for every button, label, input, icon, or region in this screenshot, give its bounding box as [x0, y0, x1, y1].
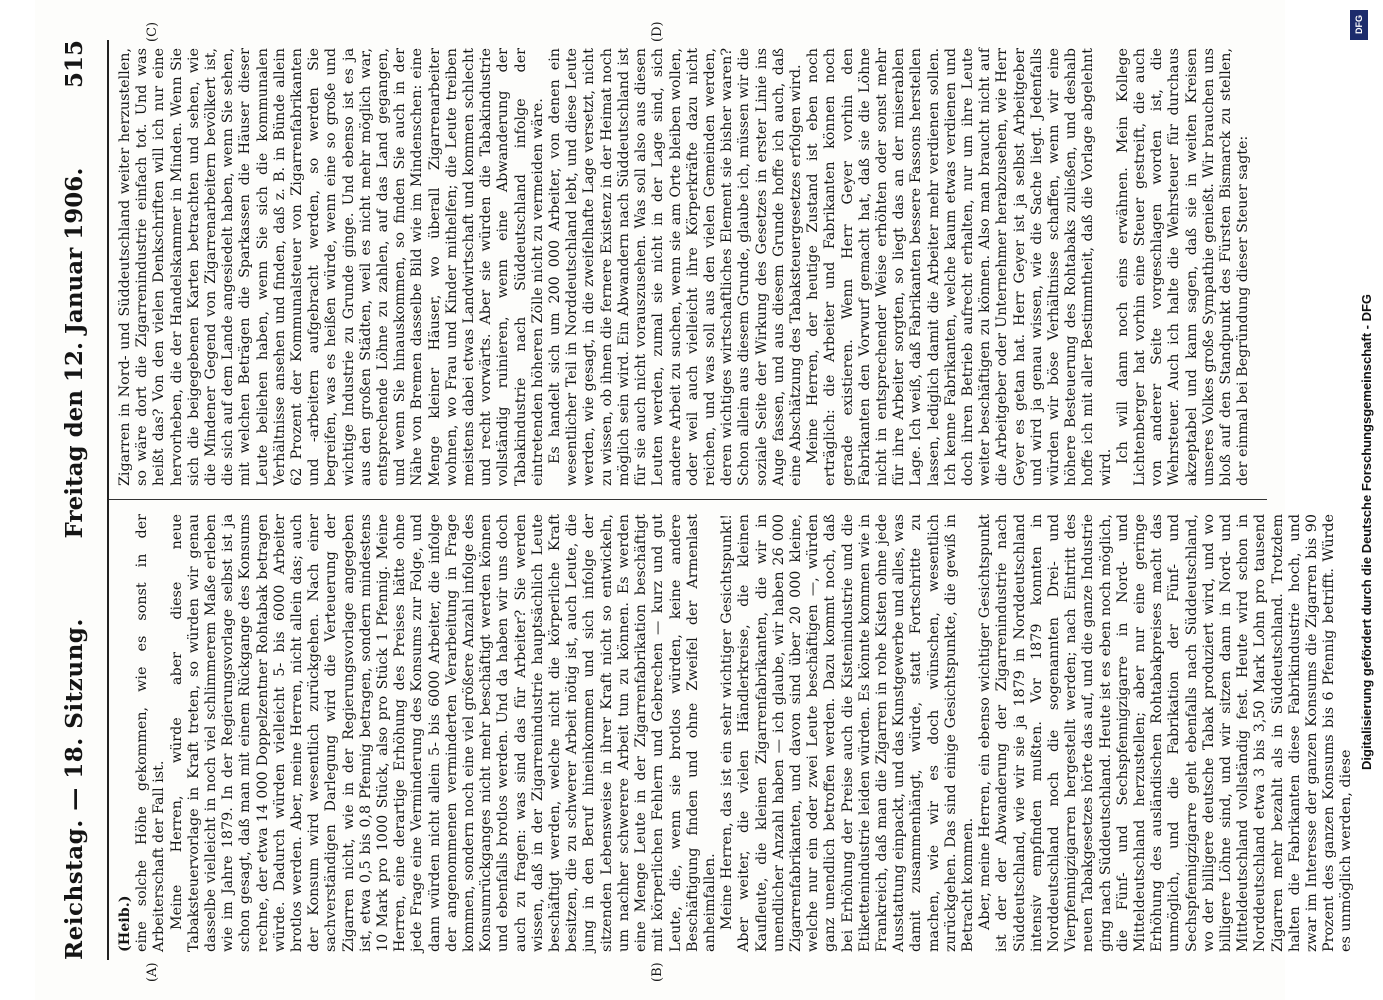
digitization-note-text: Digitalisierung gefördert durch die Deutsche Forschungsgemeinschaft - DFG [1359, 293, 1374, 770]
paragraph: Ich will dann noch eins erwähnen. Mein Kollege Lichtenberger hat vorhin eine Steuer gestreift, die auch von anderer Seite vorgeschlagen worden ist, die Wehrsteuer. Auch ich halte die Wehrsteuer für durchaus akzeptabel und kann sagen, daß sie in weiten Kreisen unseres Volkes große Sympathie genießt. Wir brauchen uns bloß auf den Standpunkt des Fürsten Bismarck zu stellen, der einmal bei Begründung dieser Steuer sagte: [1114, 48, 1252, 486]
paragraph: Zigarren in Nord- und Süddeutschland weiter herzustellen, so wäre dort die Zigarrenindustrie einfach tot. Und was heißt das? Von den vielen Denkschriften will ich nur eine hervorheben, die der Handelskammer in Minden. Wenn Sie sich die beigegebenen Karten betrachten und sehen, wie die Mindener Gegend von Zigarrenarbeitern bevölkert ist, die sich auf dem Lande angesiedelt haben, wenn Sie sehen, mit welchen Beträgen die Sparkassen die Häuser dieser Leute beliehen haben, wenn Sie sich die kommunalen Verhältnisse ansehen und finden, daß z. B. in Bünde allein 62 Prozent der Kommunalsteuer von Zigarrenfabrikanten und -arbeitern aufgebracht werden, so werden Sie begreifen, was es heißen würde, wenn eine so große und wichtige Industrie zu Grunde ginge. Und ebenso ist es ja aus den großen Städten, weil es nicht mehr möglich war, entsprechende Löhne zu zahlen, auf das Land gegangen, und wenn Sie hinauskommen, so finden Sie auch in der Nähe von Bremen dasselbe Bild wie im Mindenschen: eine Menge kleiner Häuser, wo überall Zigarrenarbeiter wohnen, wo Frau und Kinder mithelfen; die Leute treiben meistens dabei etwas Landwirtschaft und kommen schlecht und recht vorwärts. Aber sie würden die Tabakindustrie vollständig ruinieren, wenn eine Abwanderung der Tabakindustrie nach Süddeutschland infolge der eintretenden höheren Zölle nicht zu vermeiden wäre. [117, 48, 546, 486]
margin-marker-b: (B) [650, 962, 665, 982]
page-number: 515 [61, 40, 88, 89]
margin-marker-d: (D) [650, 21, 665, 42]
paragraph: Aber, meine Herren, ein ebenso wichtiger Gesichtspunkt ist der der Abwanderung der Zigarrenindustrie nach Süddeutschland, wie wir sie ja 1879 in Norddeutschland intensiv empfinden mußten. Vor 1879 konnten in Norddeutschland noch die sogenannten Drei- und Vierpfennigzigarren hergestellt werden; nach Eintritt des neuen Tabakgesetzes hörte das auf, und die ganze Industrie ging nach Süddeutschland. Heute ist es eben noch möglich, die Fünf- und Sechspfennigzigarre in Nord- und Mitteldeutschland herzustellen; aber nur eine geringe Erhöhung des ausländischen Rohtabakpreises macht das unmöglich, und die Fabrikation der Fünf- und Sechspfennigzigarre geht ebenfalls nach Süddeutschland, wo der billigere deutsche Tabak produziert wird, und wo billigere Löhne sind, und wir sitzen dann in Nord- und Mitteldeutschland vollständig fest. Heute wird schon in Norddeutschland etwa 3 bis 3,50 Mark Lohn pro tausend Zigarren mehr bezahlt als in Süddeutschland. Trotzdem halten die Fabrikanten diese Fabrikindustrie hoch, und zwar im Interesse der ganzen Konsums die Zigarren bis 90 Prozent des ganzen Konsums bis 6 Pfennig betrifft. Würde es unmöglich werden, diese [977, 514, 1355, 952]
digitization-note [1350, 10, 1380, 770]
paragraph: Meine Herren, würde aber diese neue Tabaksteuervorlage in Kraft treten, so würden wir genau dasselbe vielleicht in noch viel schlimmerem Maße erleben wie im Jahre 1879. In der Regierungsvorlage selbst ist ja schon gesagt, daß man mit einem Rückgange des Konsums rechne, der etwa 14 000 Doppelzentner Rohtabak betragen würde. Dadurch würden vielleicht 5- bis 6000 Arbeiter brotlos werden. Aber, meine Herren, nicht allein das; auch der Konsum wird wesentlich zurückgehen. Nach einer sachverständigen Darlegung wird die Verteuerung der Zigarren nicht, wie in der Regierungsvorlage angegeben ist, etwa 0,5 bis 0,8 Pfennig betragen, sondern mindestens 10 Mark pro 1000 Stück, also pro Stück 1 Pfennig. Meine Herren, eine derartige Erhöhung des Preises hätte ohne jede Frage eine Verminderung des Konsums zur Folge, und dann würden nicht allein 5- bis 6000 Arbeiter, die infolge der angenommenen verminderten Verarbeitung in Frage kommen, sondern noch eine viel größere Anzahl infolge des Konsumrückganges nicht mehr beschäftigt werden können und ebenfalls brotlos werden. Und da haben wir uns doch auch zu fragen: was sind das für Arbeiter? Sie werden wissen, daß in der Zigarrenindustrie hauptsächlich Leute beschäftigt werden, welche nicht die körperliche Kraft besitzen, die zu schwerer Arbeit nötig ist, auch Leute, die jung in den Beruf hineinkommen und sich infolge der sitzenden Lebensweise in ihrer Kraft nicht so entwickeln, um nachher schwerere Arbeit tun zu können. Es werden eine Menge Leute in der Zigarrenfabrikation beschäftigt mit körperlichen Fehlern und Gebrechen — kurz und gut Leute, die, wenn sie brotlos würden, keine andere Beschäftigung finden und ohne Zweifel der Armenlast anheimfallen. [168, 514, 718, 952]
paragraph: Meine Herren, der heutige Zustand ist eben noch erträglich: die Arbeiter und Fabrikanten können noch gerade existieren. Wenn Herr Geyer vorhin den Fabrikanten den Vorwurf gemacht hat, daß sie die Löhne nicht in entsprechender Weise erhöhten oder sonst mehr für ihre Arbeiter sorgten, so liegt das an der miserablen Lage. Ich weiß, daß Fabrikanten bessere Fassons herstellen lassen, lediglich damit die Arbeiter mehr verdienen sollen. Ich kenne Fabrikanten, welche kaum etwas verdienen und doch ihren Betrieb aufrecht erhalten, nur um ihre Leute weiter beschäftigen zu können. Also man braucht nicht auf die Arbeitgeber oder Unternehmer herabzusehen, wie Herr Geyer es getan hat. Herr Geyer ist ja selbst Arbeitgeber und wird ja genau wissen, wie die Sache liegt. Jedenfalls würden wir böse Verhältnisse schaffen, wenn wir eine höhere Besteuerung des Rohtabaks zuließen, und deshalb hoffe ich mit aller Bestimmtheit, daß die Vorlage abgelehnt wird. [805, 48, 1114, 486]
rotated-page [35, 0, 1355, 1000]
paragraph: Es handelt sich um 200 000 Arbeiter, von denen ein wesentlicher Teil in Norddeutschland lebt, und diese Leute werden, wie gesagt, in die zweifelhafte Lage versetzt, nicht zu wissen, ob ihnen die fernere Existenz in der Heimat noch möglich sein wird. Ein Abwandern nach Süddeutschland ist für sie auch nicht vorauszusehen. Was soll also aus diesen Leuten werden, zumal sie nicht in der Lage sind, sich andere Arbeit zu suchen, wenn sie am Orte bleiben wollen, oder weil auch vielleicht ihre Körperkräfte dazu nicht reichen, und was soll aus den vielen Gemeinden werden, deren wichtiges wirtschaftliches Element sie bisher waren? Schon allein aus diesem Grunde, glaube ich, müssen wir die soziale Seite der Wirkung des Gesetzes in erster Linie ins Auge fassen, und aus diesem Grunde hoffe ich auch, daß eine Abschätzung des Tabaksteuergesetzes erfolgen wird. [547, 48, 804, 486]
page-header [61, 40, 101, 960]
paragraph: Meine Herren, das ist ein sehr wichtiger Gesichtspunkt! Aber weiter, die vielen Händlerkreise, die kleinen Kaufleute, die kleinen Zigarrenfabrikanten, die wir in unendlicher Anzahl haben — ich glaube, wir haben 26 000 Zigarrenfabrikanten, und davon sind über 20 000 kleine, welche nur ein oder zwei Leute beschäftigen —, würden ganz unendlich betroffen werden. Dazu kommt noch, daß bei Erhöhung der Preise auch die Kistenindustrie und die Etikettenindustrie leiden würden. Es könnte kommen wie in Frankreich, daß man die Zigarren in rohe Kisten ohne jede Ausstattung einpackt, und das Kunstgewerbe und alles, was damit zusammenhängt, würde, statt Fortschritte zu machen, wie wir es doch wünschen, wesentlich zurückgehen. Das sind einige Gesichtspunkte, die gewiß in Betracht kommen. [719, 514, 976, 952]
speaker-label [117, 514, 134, 952]
column-divider [109, 499, 1267, 500]
header-session: Reichstag. — 18. Sitzung. [61, 618, 88, 960]
header-date: Freitag den 12. Januar 1906. [61, 167, 88, 539]
header-rule [107, 40, 109, 960]
dfg-logo: DFG [1350, 10, 1368, 40]
speaker-name: (Heib.) [117, 895, 133, 952]
paragraph: eine solche Höhe gekommen, wie es sonst in der Arbeiterschaft der Fall ist. [134, 514, 168, 952]
margin-marker-c: (C) [145, 21, 160, 42]
right-column [117, 48, 1252, 486]
left-column [117, 514, 1356, 952]
margin-marker-a: (A) [145, 962, 160, 982]
